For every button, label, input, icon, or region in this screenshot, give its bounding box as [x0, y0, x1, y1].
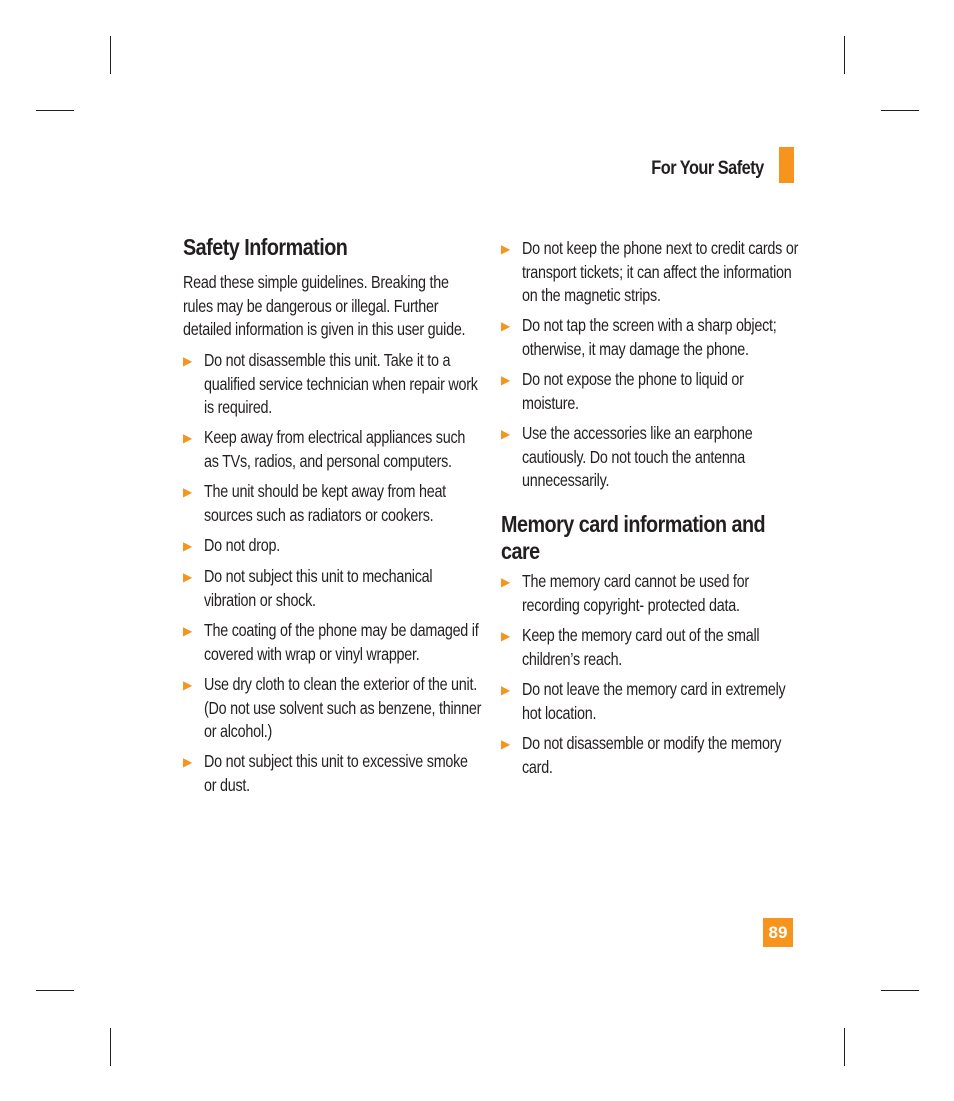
arrow-bullet-icon: ▶ [501, 737, 511, 751]
list-item: ▶ Do not disassemble or modify the memory card. [501, 733, 782, 777]
arrow-bullet-icon: ▶ [501, 373, 511, 387]
arrow-bullet-icon: ▶ [501, 242, 511, 256]
memory-heading: Memory card information and care [501, 511, 766, 564]
arrow-bullet-icon: ▶ [183, 485, 193, 499]
arrow-bullet-icon: ▶ [183, 354, 193, 368]
section-title: For Your Safety [651, 158, 764, 179]
list-item: ▶ Do not keep the phone next to credit cards or transport tickets; it can affect the information on the magnetic strips. [501, 238, 799, 305]
list-item: ▶ Use the accessories like an earphone cautiously. Do not touch the antenna unnecessarily. [501, 423, 753, 490]
crop-mark [844, 1028, 845, 1066]
list-item: ▶ The coating of the phone may be damaged if covered with wrap or vinyl wrapper. [183, 620, 479, 664]
list-item: ▶ Do not tap the screen with a sharp object; otherwise, it may damage the phone. [501, 315, 777, 359]
safety-list-continued [501, 237, 801, 492]
crop-mark [36, 990, 74, 991]
safety-intro: Read these simple guidelines. Breaking the rules may be dangerous or illegal. Further detailed information is given in this user guide. [183, 272, 466, 339]
arrow-bullet-icon: ▶ [183, 624, 193, 638]
arrow-bullet-icon: ▶ [183, 570, 193, 584]
crop-mark [110, 1028, 111, 1066]
arrow-bullet-icon: ▶ [183, 755, 193, 769]
list-item: ▶ Do not expose the phone to liquid or moisture. [501, 369, 744, 413]
arrow-bullet-icon: ▶ [501, 319, 511, 333]
arrow-bullet-icon: ▶ [501, 683, 511, 697]
arrow-bullet-icon: ▶ [501, 575, 511, 589]
list-item: ▶ Keep away from electrical appliances such as TVs, radios, and personal computers. [183, 427, 466, 471]
arrow-bullet-icon: ▶ [183, 431, 193, 445]
arrow-bullet-icon: ▶ [501, 629, 511, 643]
list-item: ▶ Use dry cloth to clean the exterior of the unit. (Do not use solvent such as benzene, thinner or alcohol.) [183, 674, 482, 741]
list-item: ▶ Do not disassemble this unit. Take it to a qualified service technician when repair work is required. [183, 350, 478, 417]
right-column [501, 237, 801, 786]
arrow-bullet-icon: ▶ [183, 539, 193, 553]
page-number: 89 [763, 918, 793, 947]
list-item: ▶ The unit should be kept away from heat sources such as radiators or cookers. [183, 481, 446, 525]
crop-mark [881, 990, 919, 991]
list-item: ▶ The memory card cannot be used for recording copyright- protected data. [501, 571, 749, 615]
crop-mark [110, 36, 111, 74]
left-column [183, 234, 483, 804]
section-tab-marker [779, 147, 794, 183]
arrow-bullet-icon: ▶ [501, 427, 511, 441]
arrow-bullet-icon: ▶ [183, 678, 193, 692]
crop-mark [36, 110, 74, 111]
crop-mark [844, 36, 845, 74]
memory-list [501, 570, 801, 779]
crop-mark [881, 110, 919, 111]
safety-list [183, 349, 483, 797]
list-item: ▶ Do not subject this unit to excessive smoke or dust. [183, 751, 468, 795]
list-item: ▶ Keep the memory card out of the small children’s reach. [501, 625, 760, 669]
list-item: ▶ Do not subject this unit to mechanical vibration or shock. [183, 566, 433, 610]
list-item: ▶ Do not leave the memory card in extremely hot location. [501, 679, 786, 723]
list-item: ▶ Do not drop. [183, 535, 281, 555]
safety-heading: Safety Information [183, 234, 348, 260]
